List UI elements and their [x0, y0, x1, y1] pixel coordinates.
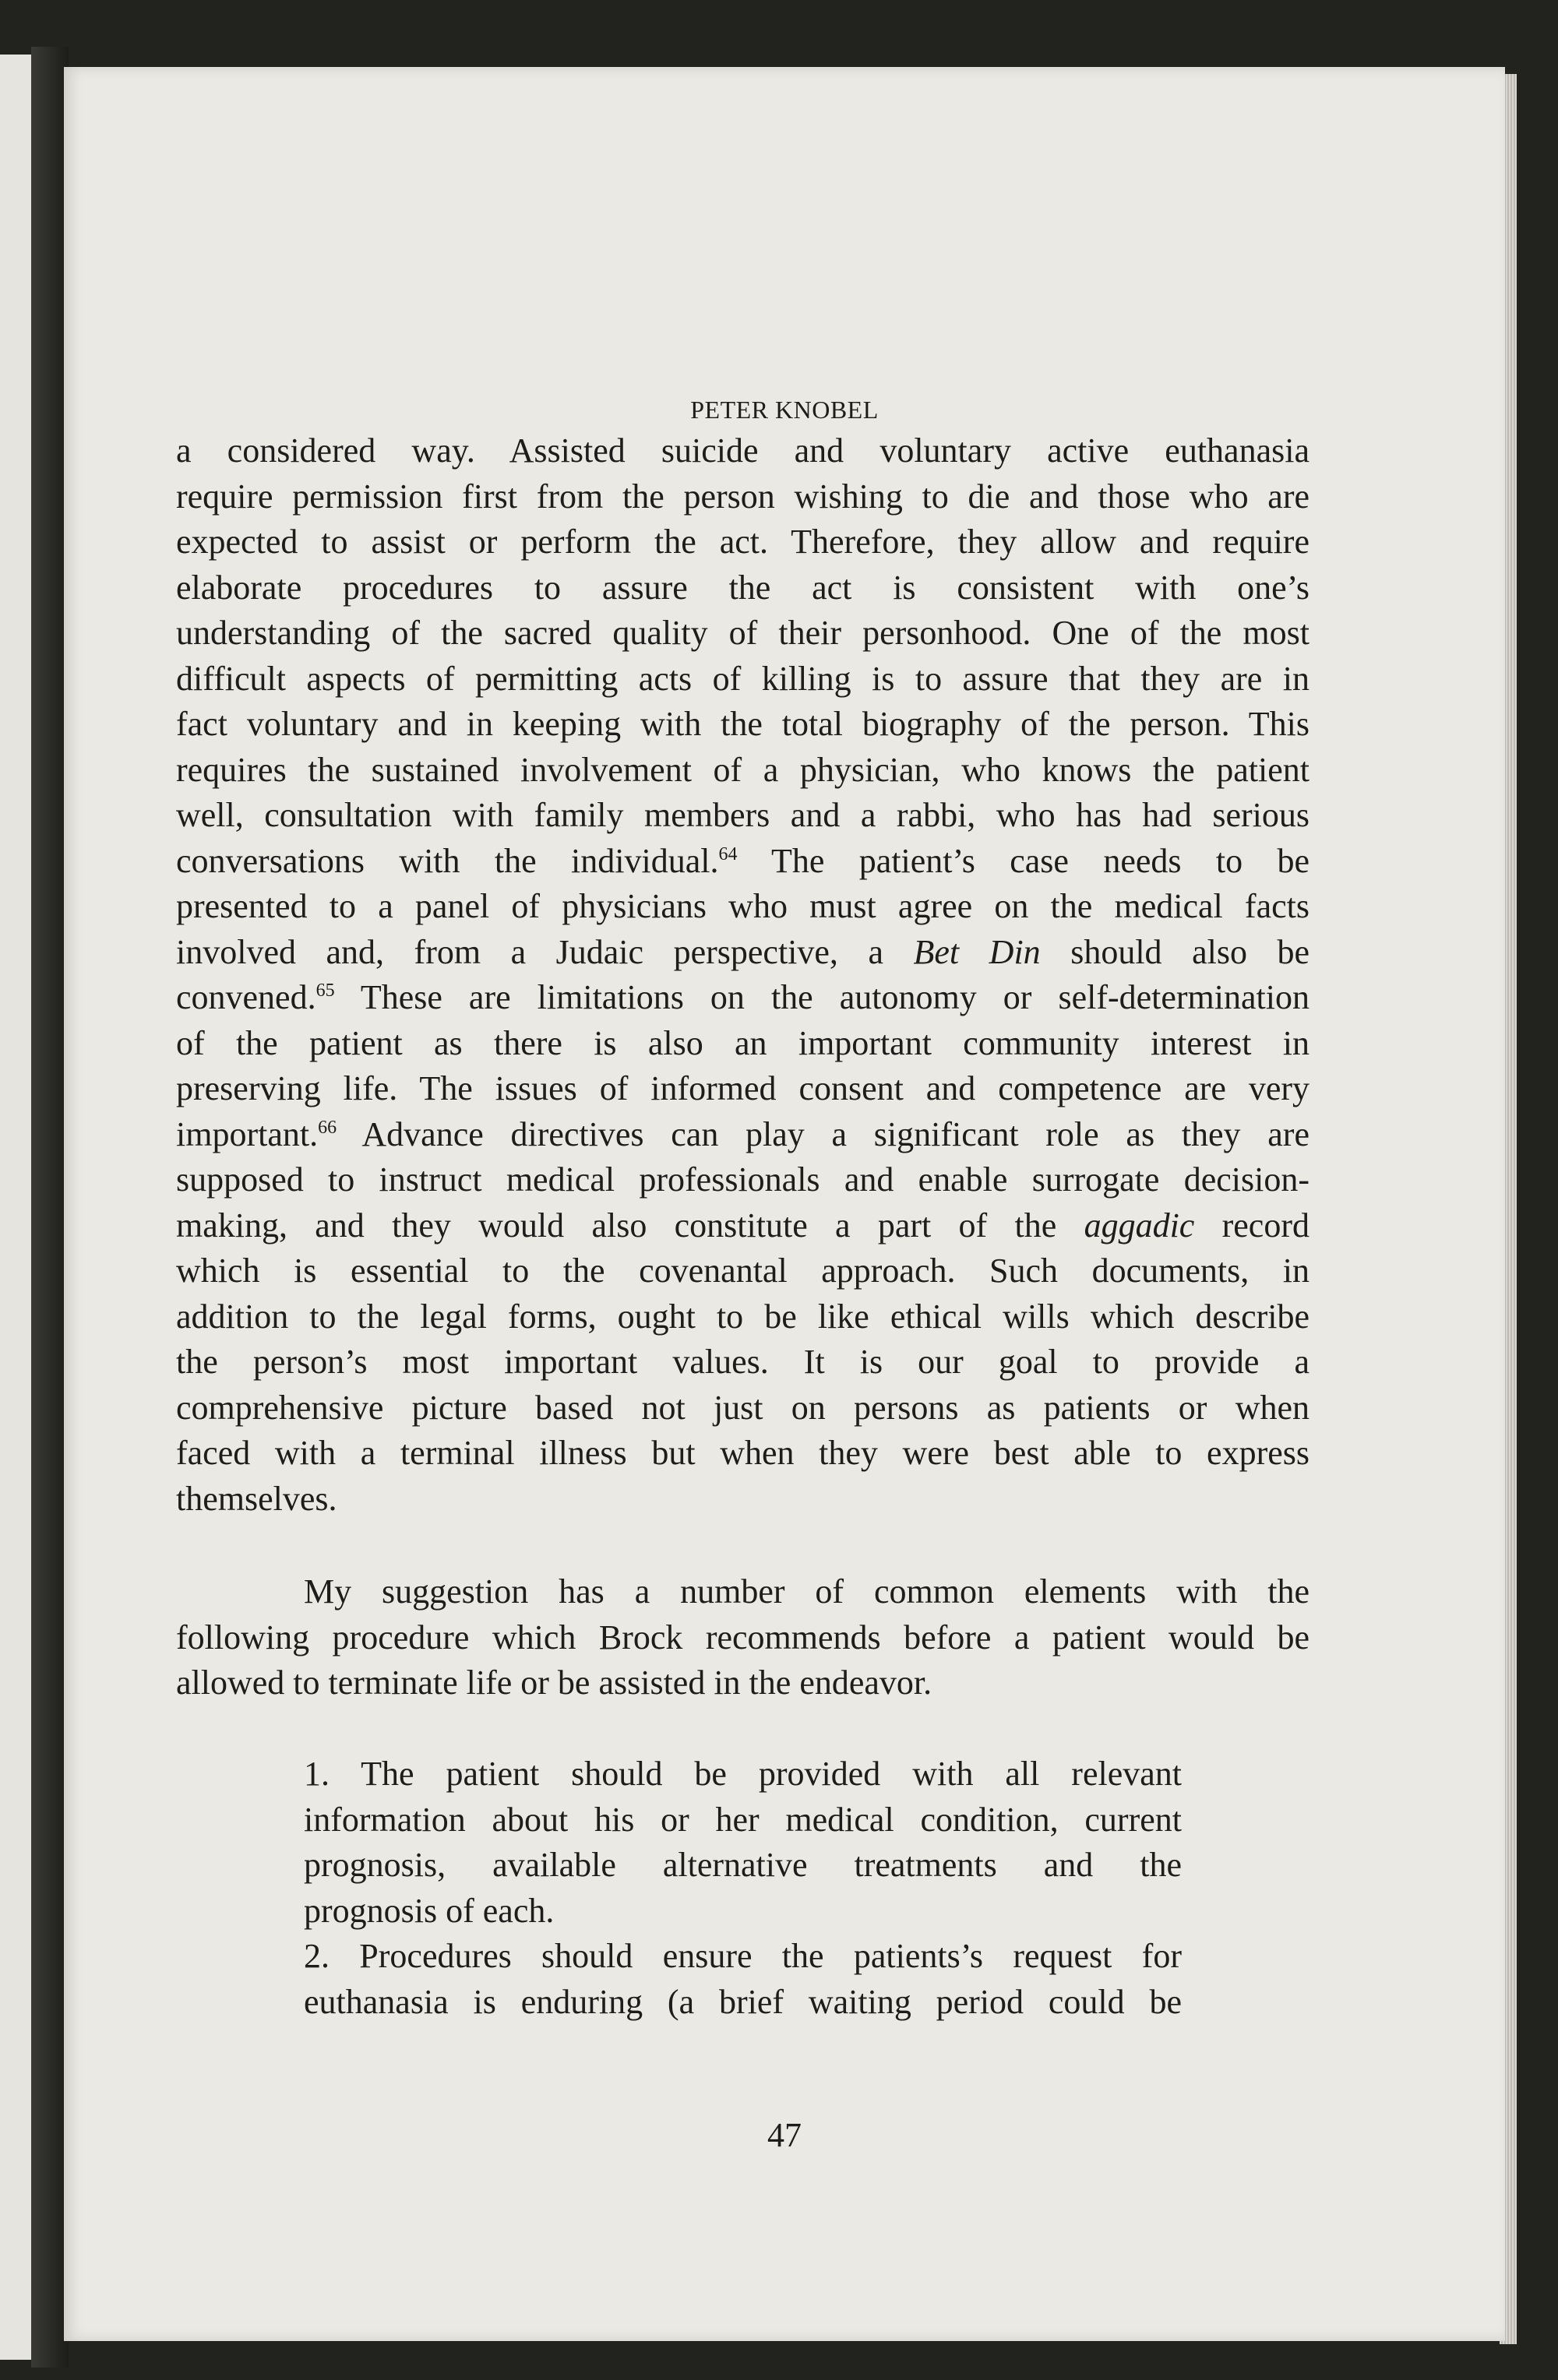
text-segment: Advance directives can play a significant role as they are — [337, 1114, 1309, 1153]
text-line — [176, 1248, 1309, 1294]
text-segment: following procedure which Brock recommends before a patient would be — [176, 1618, 1309, 1656]
text-line — [176, 1112, 1309, 1158]
text-line — [176, 884, 1309, 930]
text-segment: convened. — [176, 978, 316, 1016]
text-line — [176, 1157, 1309, 1203]
text-line — [176, 657, 1309, 702]
text-line — [304, 1797, 1182, 1843]
text-segment: These are limitations on the autonomy or self-determination — [334, 978, 1309, 1016]
text-line — [176, 1021, 1309, 1067]
text-segment: information about his or her medical condition, current — [304, 1800, 1182, 1839]
footnote-ref: 64 — [718, 843, 738, 864]
book-page — [64, 67, 1505, 2341]
text-line — [176, 702, 1309, 748]
text-segment: addition to the legal forms, ought to be like ethical wills which describe — [176, 1297, 1309, 1336]
text-segment: prognosis of each. — [304, 1891, 555, 1930]
text-line — [176, 428, 1309, 474]
text-segment: 2. Procedures should ensure the patients’s request for — [304, 1937, 1182, 1975]
italic-text: Bet Din — [913, 932, 1041, 971]
text-segment: themselves. — [176, 1479, 337, 1518]
text-line — [176, 975, 1309, 1021]
text-segment: The patient’s case needs to be — [737, 841, 1309, 880]
text-segment: a considered way. Assisted suicide and voluntary active euthanasia — [176, 431, 1309, 470]
text-segment: preserving life. The issues of informed consent and competence are very — [176, 1069, 1309, 1107]
text-segment: fact voluntary and in keeping with the total biography of the person. This — [176, 705, 1309, 743]
italic-text: aggadic — [1084, 1206, 1195, 1245]
text-segment: euthanasia is enduring (a brief waiting period could be — [304, 1982, 1182, 2021]
text-line — [176, 748, 1309, 794]
text-line — [176, 930, 1309, 976]
text-line — [176, 474, 1309, 520]
numbered-list — [304, 1752, 1182, 2025]
text-line — [176, 611, 1309, 657]
text-segment: presented to a panel of physicians who must agree on the medical facts — [176, 887, 1309, 925]
text-segment: 1. The patient should be provided with all relevant — [304, 1755, 1182, 1793]
text-line — [176, 1615, 1309, 1661]
text-segment: conversations with the individual. — [176, 841, 719, 880]
text-line — [176, 1203, 1309, 1249]
text-segment: allowed to terminate life or be assisted in the endeavor. — [176, 1664, 932, 1702]
text-line — [176, 519, 1309, 565]
text-line — [176, 839, 1309, 885]
text-line — [176, 1431, 1309, 1477]
text-segment: elaborate procedures to assure the act is consistent with one’s — [176, 568, 1309, 607]
body-paragraph-2 — [176, 1569, 1309, 1706]
text-line — [176, 1340, 1309, 1385]
text-line — [176, 1294, 1309, 1340]
text-line — [176, 1385, 1309, 1431]
text-segment: involved and, from a Judaic perspective, a — [176, 932, 914, 971]
text-line — [176, 1660, 1309, 1706]
text-segment: of the patient as there is also an important community interest in — [176, 1023, 1309, 1062]
facing-page-edge — [0, 55, 31, 2360]
text-segment: comprehensive picture based not just on persons as patients or when — [176, 1388, 1309, 1427]
text-line — [304, 1752, 1182, 1797]
text-segment: difficult aspects of permitting acts of killing is to assure that they are in — [176, 659, 1309, 698]
text-line — [176, 1569, 1309, 1615]
text-segment: My suggestion has a number of common elements with the — [304, 1572, 1309, 1611]
text-line — [176, 1477, 1309, 1523]
running-header: PETER KNOBEL — [690, 396, 879, 424]
text-line — [176, 565, 1309, 611]
text-line — [304, 1889, 1182, 1935]
body-paragraph-1 — [176, 428, 1309, 1522]
text-segment: well, consultation with family members and a rabbi, who has had serious — [176, 796, 1309, 834]
text-line — [176, 1066, 1309, 1112]
text-segment: prognosis, available alternative treatments and the — [304, 1846, 1182, 1884]
footnote-ref: 65 — [315, 981, 335, 1001]
text-segment: the person’s most important values. It is our goal to provide a — [176, 1343, 1309, 1381]
footnote-ref: 66 — [318, 1117, 337, 1138]
page-number: 47 — [767, 2116, 802, 2154]
text-line — [176, 793, 1309, 839]
text-segment: record — [1194, 1206, 1309, 1245]
text-line — [304, 1843, 1182, 1889]
text-segment: requires the sustained involvement of a physician, who knows the patient — [176, 750, 1309, 789]
text-segment: making, and they would also constitute a part of the — [176, 1206, 1084, 1245]
text-segment: understanding of the sacred quality of their personhood. One of the most — [176, 614, 1309, 652]
text-segment: require permission first from the person wishing to die and those who are — [176, 477, 1309, 516]
text-segment: faced with a terminal illness but when they were best able to express — [176, 1434, 1309, 1472]
text-line — [304, 1980, 1182, 2026]
text-segment: should also be — [1040, 932, 1309, 971]
text-line — [304, 1934, 1182, 1980]
text-segment: which is essential to the covenantal approach. Such documents, in — [176, 1252, 1309, 1290]
text-segment: expected to assist or perform the act. Therefore, they allow and require — [176, 523, 1309, 561]
text-segment: supposed to instruct medical professionals and enable surrogate decision- — [176, 1160, 1309, 1199]
book-gutter — [31, 47, 69, 2368]
text-segment: important. — [176, 1114, 319, 1153]
